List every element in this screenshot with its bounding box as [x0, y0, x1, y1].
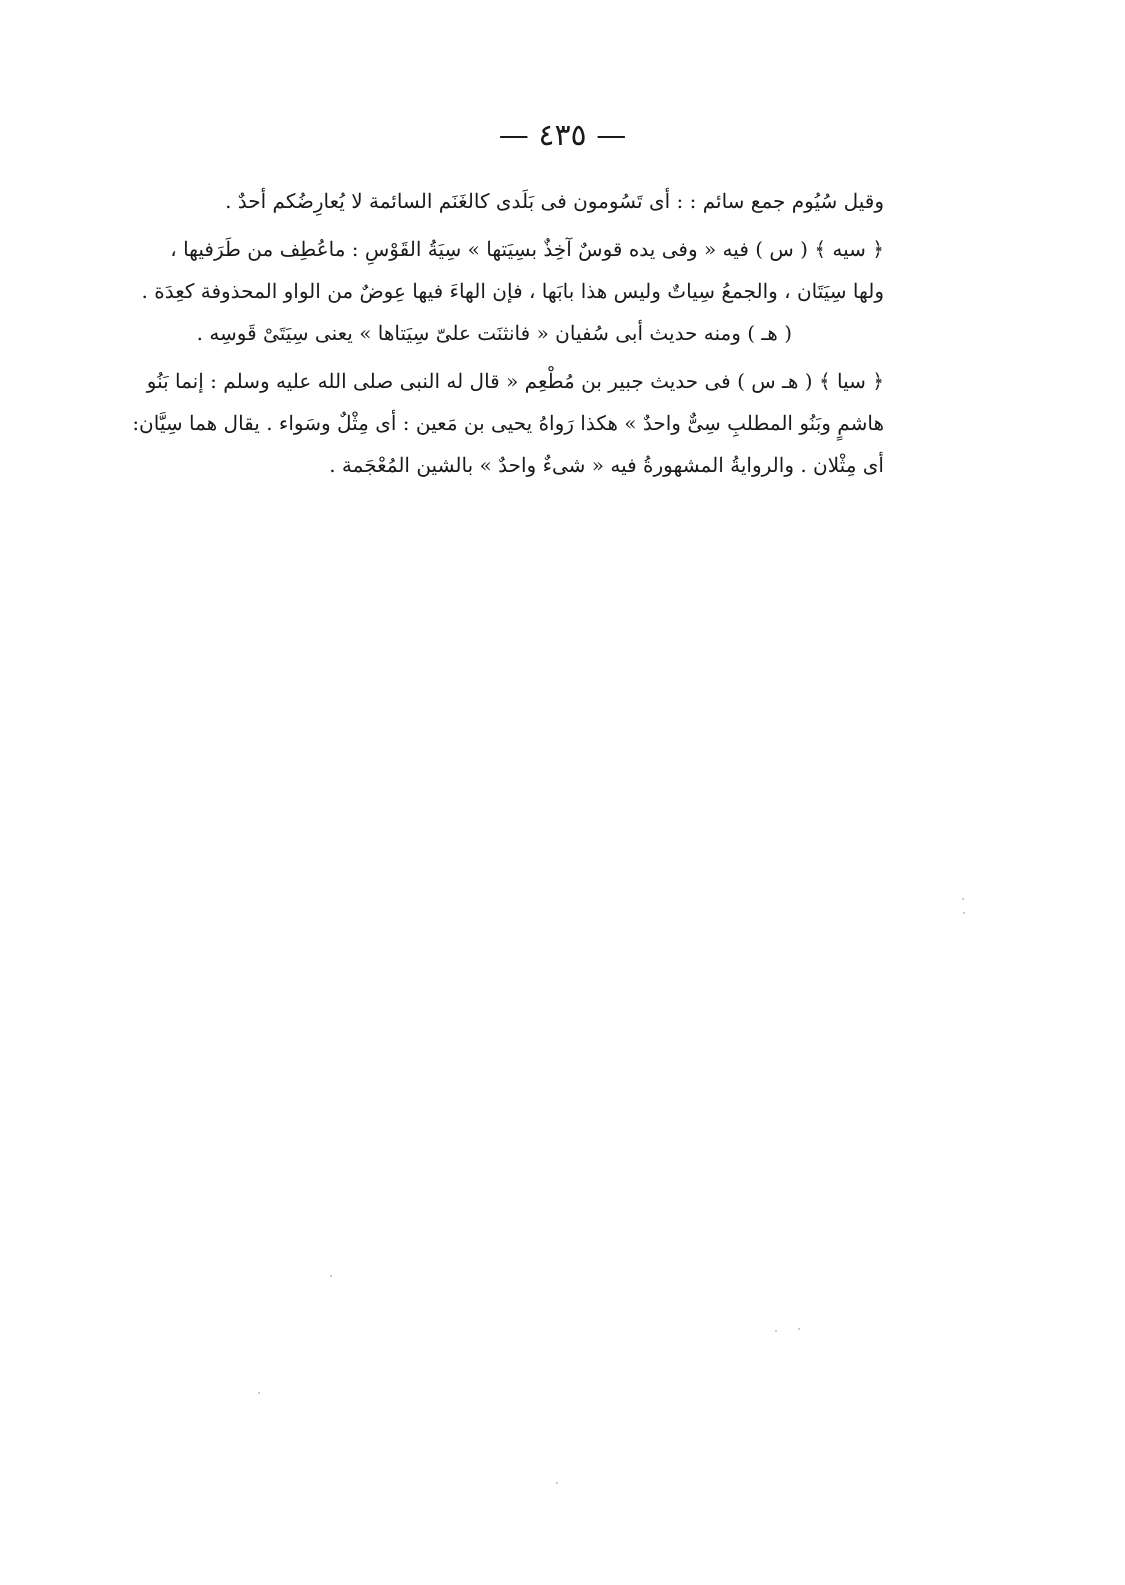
- text-line-4: ( هـ ) ومنه حديث أبى سُفيان « فانثنَت علىّ سِيَتاها » يعنى سِيَتَىْ قَوسِه .: [196, 321, 792, 345]
- scan-speck: [962, 898, 964, 900]
- text-line-3: ولها سِيَتَان ، والجمعُ سِياتٌ وليس هذا بابَها ، فإن الهاءَ فيها عِوضٌ من الواو المحذوفة كعِدَة .: [141, 279, 884, 303]
- scan-speck: [798, 1328, 800, 1330]
- scan-speck: [775, 1330, 777, 1332]
- text-line-6: هاشمٍ وبَنُو المطلبِ سِىٌّ واحدٌ » هكذا رَواهُ يحيى بن مَعين : أى مِثْلٌ وسَواء . يقال هما سِيَّان:: [132, 411, 884, 435]
- scan-speck: [258, 1392, 260, 1394]
- text-line-1: وقيل سُيُوم جمع سائم : : أى تَسُومون فى بَلَدى كالغَنَم السائمة لا يُعارِضُكم أحدٌ .: [225, 189, 884, 213]
- scan-speck: [963, 912, 965, 914]
- body-text: [132, 180, 884, 486]
- scan-speck: [556, 1482, 558, 1484]
- scan-speck: [330, 1275, 332, 1277]
- text-line-2: ﴿ سيه ﴾ ( س ) فيه « وفى يده قوسٌ آخِذٌ بسِيَتها » سِيَةُ القَوْسِ : ماعُطِف من طَرَفيها ،: [170, 237, 884, 261]
- text-line-7: أى مِثْلان . والروايةُ المشهورةُ فيه « شىءٌ واحدٌ » بالشين المُعْجَمة .: [329, 453, 884, 477]
- text-line-5: ﴿ سيا ﴾ ( هـ س ) فى حديث جبير بن مُطْعِم « قال له النبى صلى الله عليه وسلم : إنما بَنُو: [146, 369, 884, 393]
- page-number: — ٤٣٥ —: [498, 118, 627, 153]
